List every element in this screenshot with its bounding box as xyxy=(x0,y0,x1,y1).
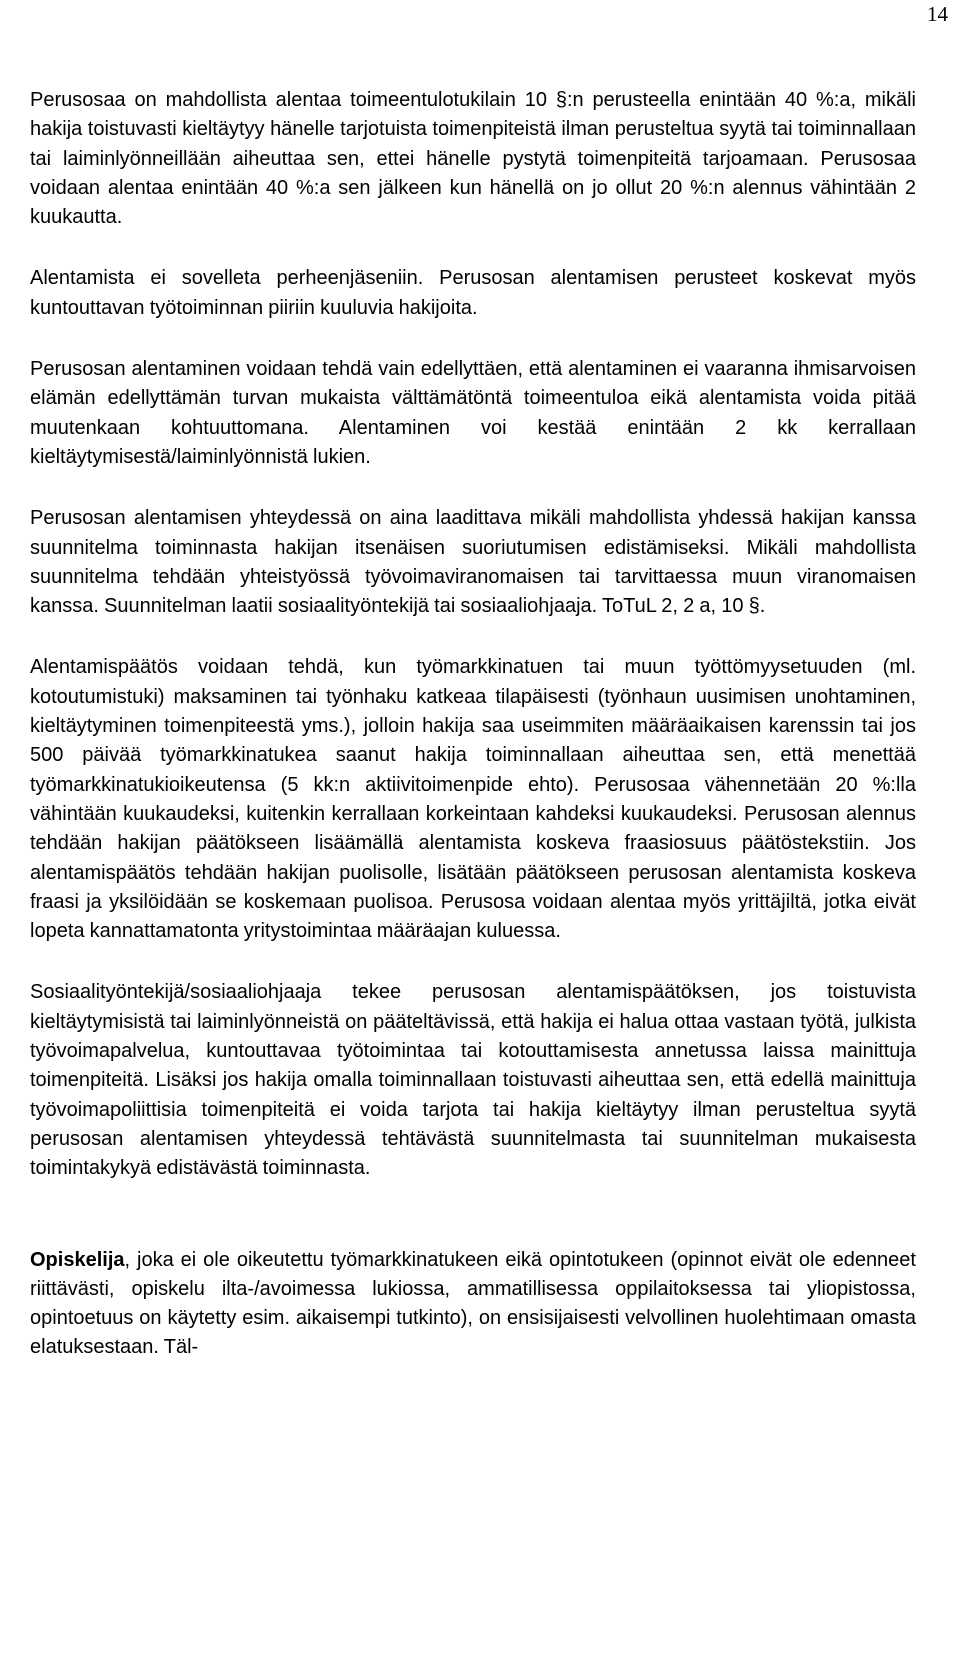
page-number: 14 xyxy=(927,2,948,26)
paragraph-alentamispaatos: Alentamispäätös voidaan tehdä, kun työmarkkinatuen tai muun työttömyysetuuden (ml. kotoutumistuki) maksaminen tai työnhaku katkeaa tilapäisesti (työnhaun uusimisen unohtaminen, kieltäytyminen toimenpiteestä yms.), jolloin hakija saa useimmiten määräaikaisen karenssin tai jos 500 päivää työmarkkinatukea saanut hakija toiminnallaan aiheuttaa sen, että menettää työmarkkinatukioikeutensa (5 kk:n aktiivitoimenpide ehto). Perusosaa vähennetään 20 %:lla vähintään kuukaudeksi, kuitenkin kerrallaan korkeintaan kahdeksi kuukaudeksi. Perusosan alennus tehdään hakijan päätökseen lisäämällä alentamista koskeva fraasiosuus päätöstekstiin. Jos alentamispäätös tehdään hakijan puolisolle, lisätään päätökseen perusosan alentamista koskeva fraasi ja yksilöidään se koskemaan puolisoa. Perusosa voidaan alentaa myös yrittäjiltä, jotka eivät lopeta kannattamatonta yritystoimintaa määräajan kuluessa. xyxy=(30,656,916,943)
paragraph-opiskelija xyxy=(30,1246,916,1363)
paragraph-sosiaalityontekija: Sosiaalityöntekijä/sosiaaliohjaaja tekee perusosan alentamispäätöksen, jos toistuvista kieltäytymisistä tai laiminlyönneistä on pääteltävissä, että hakija ei halua ottaa vastaan työtä, julkista työvoimapalvelua, kuntouttavaa työtoimintaa tai kotouttamisesta annetussa laissa mainittuja toimenpiteitä. Lisäksi jos hakija omalla toiminnallaan toistuvasti aiheuttaa sen, että edellä mainittuja työvoimapoliittisia toimenpiteitä ei voida tarjota tai hakija kieltäytyy ilman perusteltua syytä perusosan alentamisen yhteydessä tehtävästä suunnitelmasta tai suunnitelman mukaisesta toimintakykyä edistävästä toiminnasta. xyxy=(30,981,916,1180)
paragraph-suunnitelma: Perusosan alentamisen yhteydessä on aina laadittava mikäli mahdollista yhdessä hakijan kanssa suunnitelma toiminnasta hakijan itsenäisen suoriutumisen edistämiseksi. Mikäli mahdollista suunnitelma tehdään yhteistyössä työvoimaviranomaisen tai tarvittaessa muun viranomaisen kanssa. Suunnitelman laatii sosiaalityöntekijä tai sosiaaliohjaaja. ToTuL 2, 2 a, 10 §. xyxy=(30,507,916,618)
paragraph-perusosan-alentaminen: Perusosaa on mahdollista alentaa toimeentulotukilain 10 §:n perusteella enintään 40 %:a, mikäli hakija toistuvasti kieltäytyy hänelle tarjotuista toimenpiteistä ilman perusteltua syytä tai toiminnallaan tai laiminlyönneillään aiheuttaa sen, ettei hänelle pystytä toimenpiteitä tarjoamaan. Perusosaa voidaan alentaa enintään 40 %:a sen jälkeen kun hänellä on jo ollut 20 %:n alennus vähintään 2 kuukautta. xyxy=(30,89,916,229)
paragraph-perheenjasenet: Alentamista ei sovelleta perheenjäseniin. Perusosan alentamisen perusteet koskevat myös kuntouttavan työtoiminnan piiriin kuuluvia hakijoita. xyxy=(30,267,916,319)
paragraph-edellytykset: Perusosan alentaminen voidaan tehdä vain edellyttäen, että alentaminen ei vaaranna ihmisarvoisen elämän edellyttämän turvan mukaista välttämätöntä toimeentuloa eikä alentamista voida pitää muutenkaan kohtuuttomana. Alentaminen voi kestää enintään 2 kk kerrallaan kieltäytymisestä/laiminlyönnistä lukien. xyxy=(30,358,916,468)
paragraph-opiskelija-text: , joka ei ole oikeutettu työmarkkinatukeen eikä opintotukeen (opinnot eivät ole edenneet riittävästi, opiskelu ilta-/avoimessa lukiossa, ammatillisessa oppilaitoksessa tai yliopistossa, opintoetuus on käytetty esim. aikaisempi tutkinto), on ensisijaisesti velvollinen huolehtimaan omasta elatuksestaan. Täl- xyxy=(30,1248,916,1359)
document-body xyxy=(30,86,916,1363)
term-opiskelija: Opiskelija xyxy=(30,1248,125,1271)
